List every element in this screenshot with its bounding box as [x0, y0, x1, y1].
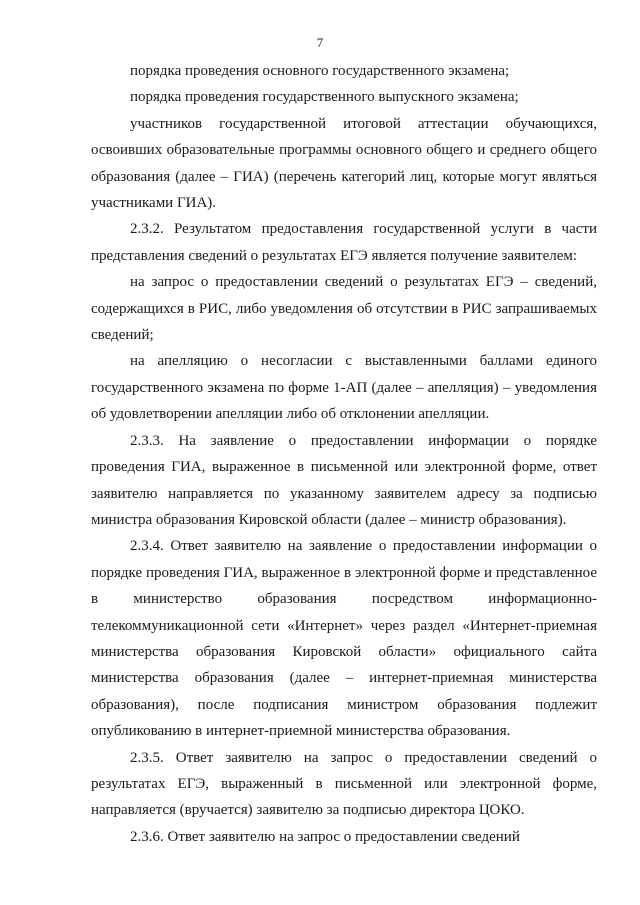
paragraph-gia-participants: участников государственной итоговой аттестации обучающихся, освоивших образовательные программы основного общего и среднего общего образования (далее – ГИА) (перечень категорий лиц, которые могут являться участниками ГИА).	[91, 115, 597, 212]
paragraph-appeal: на апелляцию о несогласии с выставленными баллами единого государственного экзамена по форме 1-АП (далее – апелляция) – уведомления об удовлетворении апелляции либо об отклонении апелляции.	[91, 353, 597, 423]
paragraph-2-3-5: 2.3.5. Ответ заявителю на запрос о предоставлении сведений о результатах ЕГЭ, выраженный в письменной или электронной форме, направляется (вручается) заявителю за подписью директора ЦОКО.	[91, 749, 597, 819]
paragraph-2-3-2: 2.3.2. Результатом предоставления государственной услуги в части представления сведений о результатах ЕГЭ является получение заявителем:	[91, 221, 597, 264]
page-number: 7	[316, 35, 324, 50]
paragraph-ege-request: на запрос о предоставлении сведений о результатах ЕГЭ – сведений, содержащихся в РИС, либо уведомления об отсутствии в РИС запрашиваемых сведений;	[91, 274, 597, 344]
paragraph-gve-procedure: порядка проведения государственного выпускного экзамена;	[130, 89, 519, 106]
paragraph-oge-procedure: порядка проведения основного государственного экзамена;	[130, 63, 510, 79]
document-body	[91, 58, 597, 850]
paragraph-2-3-4: 2.3.4. Ответ заявителю на заявление о предоставлении информации о порядке проведения ГИА, выраженное в электронной форме и представленное в министерство образования посредством информационно-телекоммуникационной сети «Интернет» через раздел «Интернет-приемная министерства образования Кировской области» официального сайта министерства образования (далее – интернет-приемная министерства образования), после подписания министром образования подлежит опубликованию в интернет-приемной министерства образования.	[91, 538, 597, 740]
paragraph-2-3-6: 2.3.6. Ответ заявителю на запрос о предоставлении сведений	[130, 828, 520, 845]
paragraph-2-3-3: 2.3.3. На заявление о предоставлении информации о порядке проведения ГИА, выраженное в письменной или электронной форме, ответ заявителю направляется по указанному заявителем адресу за подписью министра образования Кировской области (далее – министр образования).	[91, 432, 597, 528]
